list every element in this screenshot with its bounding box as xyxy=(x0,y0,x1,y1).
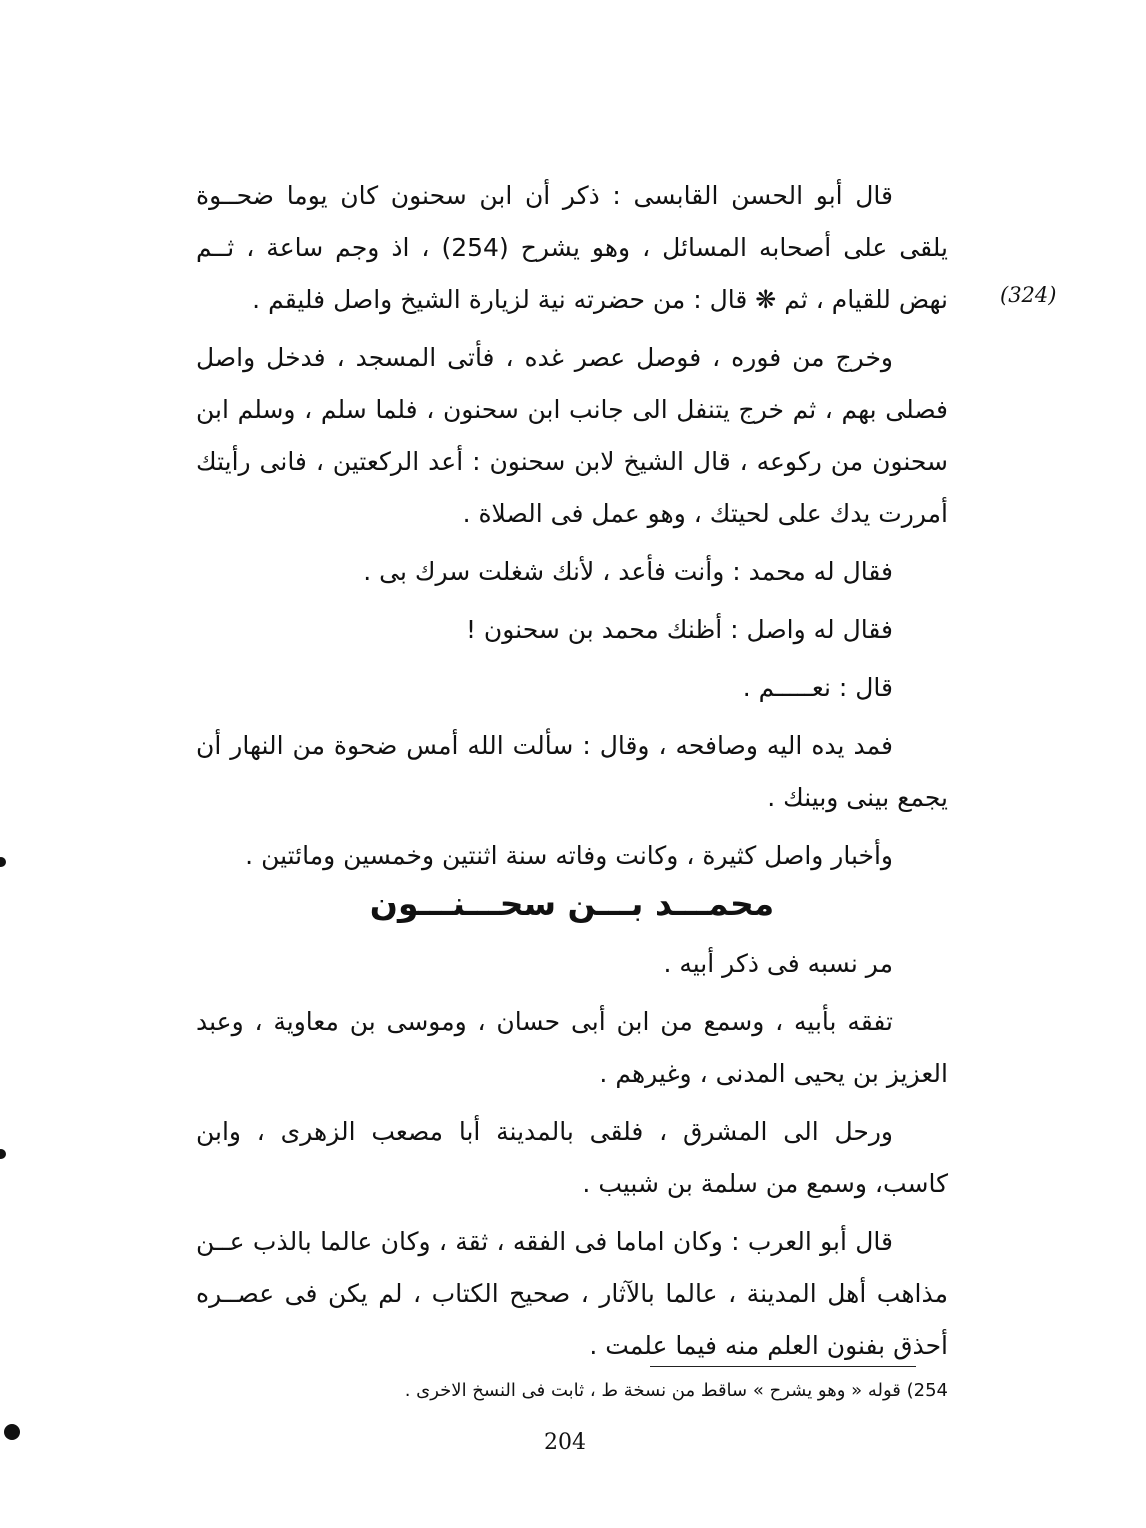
paragraph: وخرج من فوره ، فوصل عصر غده ، فأتى المسجد ، فدخل واصل فصلى بهم ، ثم خرج يتنفل الى جانب ابن سحنون ، فلما سلم ، وسلم ابن سحنون من ركوعه ، قال الشيخ لابن سحنون : أعد الركعتين ، فانى رأيتك أمررت يدك على لحيتك ، وهو عمل فى الصلاة . xyxy=(196,343,948,528)
paragraph: ورحل الى المشرق ، فلقى بالمدينة أبا مصعب الزهرى ، وابن كاسب، وسمع من سلمة بن شبيب . xyxy=(196,1117,948,1198)
paragraph: فمد يده اليه وصافحه ، وقال : سألت الله أمس ضحوة من النهار أن يجمع بينى وبينك . xyxy=(196,731,948,812)
paragraph: قال أبو الحسن القابسى : ذكر أن ابن سحنون كان يوما ضحــوة يلقى على أصحابه المسائل ، وهو يشرح (254) ، اذ وجم ساعة ، ثــم نهض للقيام ، ثم ❋ قال : من حضرته نية لزيارة الشيخ واصل فليقم . xyxy=(196,181,948,314)
section-heading: محمـــد بـــن سحـــنـــون xyxy=(369,884,775,923)
footnote: 254) قوله « وهو يشرح » ساقط من نسخة ط ، ثابت فى النسخ الاخرى . xyxy=(404,1380,948,1401)
paragraph: وأخبار واصل كثيرة ، وكانت وفاته سنة اثنتين وخمسين ومائتين . xyxy=(245,841,893,870)
paragraph: قال : نعـــــم . xyxy=(742,673,893,702)
paragraph: قال أبو العرب : وكان اماما فى الفقه ، ثقة ، وكان عالما بالذب عــن مذاهب أهل المدينة ، عالما بالآثار ، صحيح الكتاب ، لم يكن فى عصــره أحذق بفنون العلم منه فيما علمت . xyxy=(196,1227,948,1360)
paragraph: فقال له محمد : وأنت فأعد ، لأنك شغلت سرك بى . xyxy=(363,557,893,586)
footnote-divider xyxy=(650,1366,916,1367)
paragraph: فقال له واصل : أظنك محمد بن سحنون ! xyxy=(465,615,893,644)
body-text-top xyxy=(196,170,948,888)
page-number: 204 xyxy=(544,1430,586,1455)
scan-mark xyxy=(0,857,6,867)
scan-mark xyxy=(4,1424,20,1440)
paragraph: تفقه بأبيه ، وسمع من ابن أبى حسان ، وموسى بن معاوية ، وعبد العزيز بن يحيى المدنى ، وغيرهم . xyxy=(196,1007,948,1088)
body-text-bottom xyxy=(196,938,948,1378)
margin-reference-number: (324) xyxy=(1000,283,1057,307)
scan-mark xyxy=(0,1149,6,1159)
paragraph: مر نسبه فى ذكر أبيه . xyxy=(663,949,893,978)
